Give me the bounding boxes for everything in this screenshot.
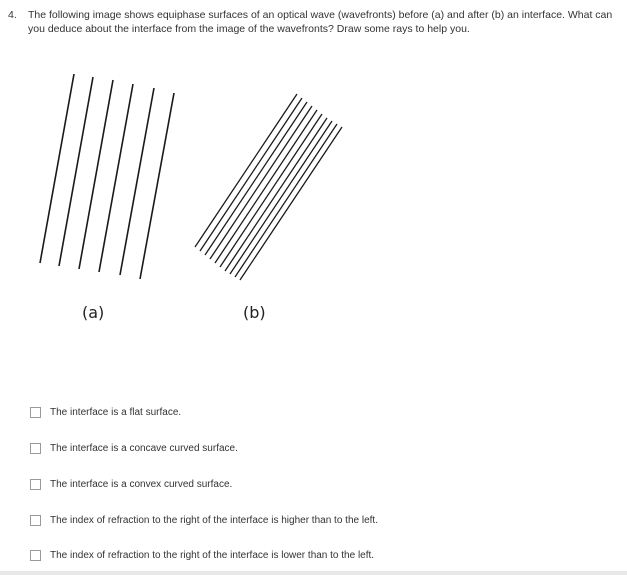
wavefront-b-line bbox=[205, 102, 307, 255]
wavefronts-b bbox=[195, 94, 342, 280]
option-label: The interface is a flat surface. bbox=[50, 406, 182, 418]
option-concave-surface[interactable] bbox=[30, 440, 238, 456]
checkbox-icon[interactable] bbox=[30, 515, 41, 526]
wavefront-b-line bbox=[220, 114, 322, 267]
wavefronts-a bbox=[40, 74, 174, 279]
option-index-lower-right[interactable] bbox=[30, 547, 374, 563]
wavefront-a-line bbox=[59, 77, 93, 266]
wavefront-a-line bbox=[40, 74, 74, 263]
option-label: The interface is a convex curved surface. bbox=[50, 478, 233, 490]
wavefront-b-line bbox=[230, 121, 332, 274]
wavefront-a-line bbox=[140, 93, 174, 279]
option-label: The interface is a concave curved surface. bbox=[50, 442, 238, 454]
wavefront-b-line bbox=[210, 106, 312, 259]
question bbox=[8, 8, 620, 36]
question-text: The following image shows equiphase surfaces of an optical wave (wavefronts) before (a) and after (b) an interface. What can you deduce about the interface from the image of the wavefronts? Draw some rays to help you. bbox=[28, 9, 613, 35]
checkbox-icon[interactable] bbox=[30, 479, 41, 490]
bottom-scrollbar-track bbox=[0, 571, 627, 575]
option-label: The index of refraction to the right of the interface is higher than to the left. bbox=[50, 514, 378, 526]
figure-label-a: (a) bbox=[82, 303, 105, 322]
checkbox-icon[interactable] bbox=[30, 407, 41, 418]
wavefront-b-line bbox=[195, 94, 297, 247]
option-index-higher-right[interactable] bbox=[30, 512, 378, 528]
wavefront-figure bbox=[0, 60, 627, 350]
wavefront-b-line bbox=[235, 124, 337, 277]
figure-label-b: (b) bbox=[243, 303, 266, 322]
wavefront-b-line bbox=[200, 98, 302, 251]
wavefront-a-line bbox=[79, 80, 113, 269]
wavefront-b-line bbox=[225, 118, 327, 271]
checkbox-icon[interactable] bbox=[30, 443, 41, 454]
checkbox-icon[interactable] bbox=[30, 550, 41, 561]
option-label: The index of refraction to the right of the interface is lower than to the left. bbox=[50, 549, 375, 561]
wavefront-a-line bbox=[120, 88, 154, 275]
question-number: 4. bbox=[8, 9, 17, 21]
option-convex-surface[interactable] bbox=[30, 476, 232, 492]
wavefront-a-line bbox=[99, 84, 133, 272]
option-flat-surface[interactable] bbox=[30, 404, 181, 420]
